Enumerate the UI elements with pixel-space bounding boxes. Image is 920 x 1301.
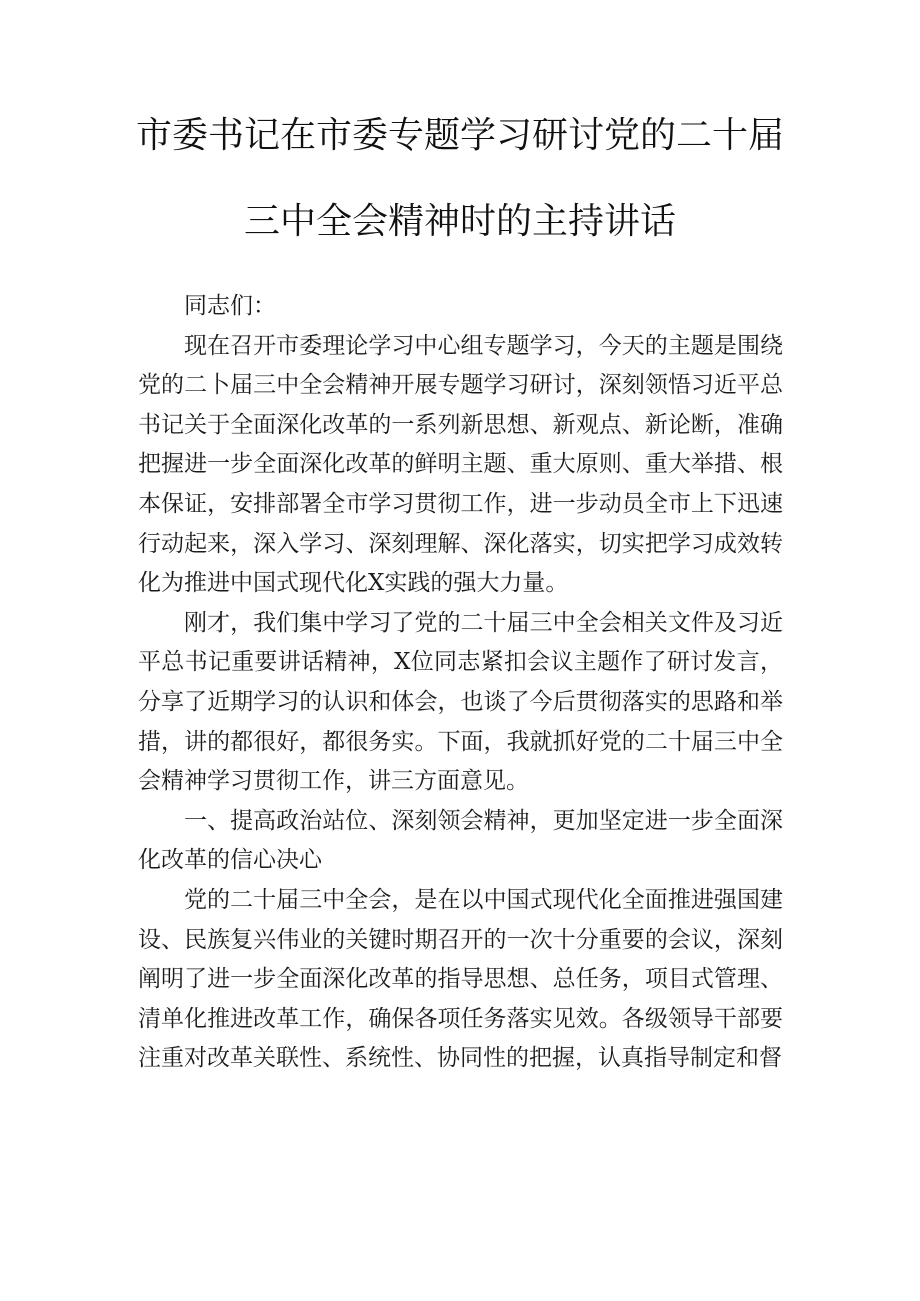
paragraph-opening: 现在召开市委理论学习中心组专题学习，今天的主题是围绕党的二卜届三中全会精神开展专题学习研讨，深刻领悟习近平总书记关于全面深化改革的一系列新思想、新观点、新论断，准确把握进一步全面深化改革的鲜明主题、重大原则、重大举措、根本保证，安排部署全市学习贯彻工作，进一步动员全市上下迅速行动起来，深入学习、深刻理解、深化落实，切实把学习成效转化为推进中国式现代化X实践的强大力量。 [138, 332, 783, 597]
paragraph-review: 刚才，我们集中学习了党的二十届三中全会相关文件及习近平总书记重要讲话精神，X位同志紧扣会议主题作了研讨发言，分享了近期学习的认识和体会，也谈了今后贯彻落实的思路和举措，讲的都很好，都很务实。下面，我就抓好党的二十届三中全会精神学习贯彻工作，讲三方面意见。 [138, 609, 783, 795]
document-body [138, 287, 783, 1079]
section-heading-1: 一、提高政治站位、深刻领会精神，更加坚定进一步全面深化改革的信心决心 [138, 807, 783, 874]
document-title-line-2: 三中全会精神时的主持讲话 [243, 201, 676, 242]
document-title-line-1: 市委书记在市委专题学习研讨党的二十届 [135, 115, 784, 156]
paragraph-section-1: 党的二十届三中全会，是在以中国式现代化全面推进强国建设、民族复兴伟业的关键时期召开的一次十分重要的会议，深刻阐明了进一步全面深化改革的指导思想、总任务，项目式管理、清单化推进改革工作，确保各项任务落实见效。各级领导干部要注重对改革关联性、系统性、协同性的把握，认真指导制定和督 [138, 886, 783, 1072]
salutation: 同志们： [184, 293, 276, 319]
